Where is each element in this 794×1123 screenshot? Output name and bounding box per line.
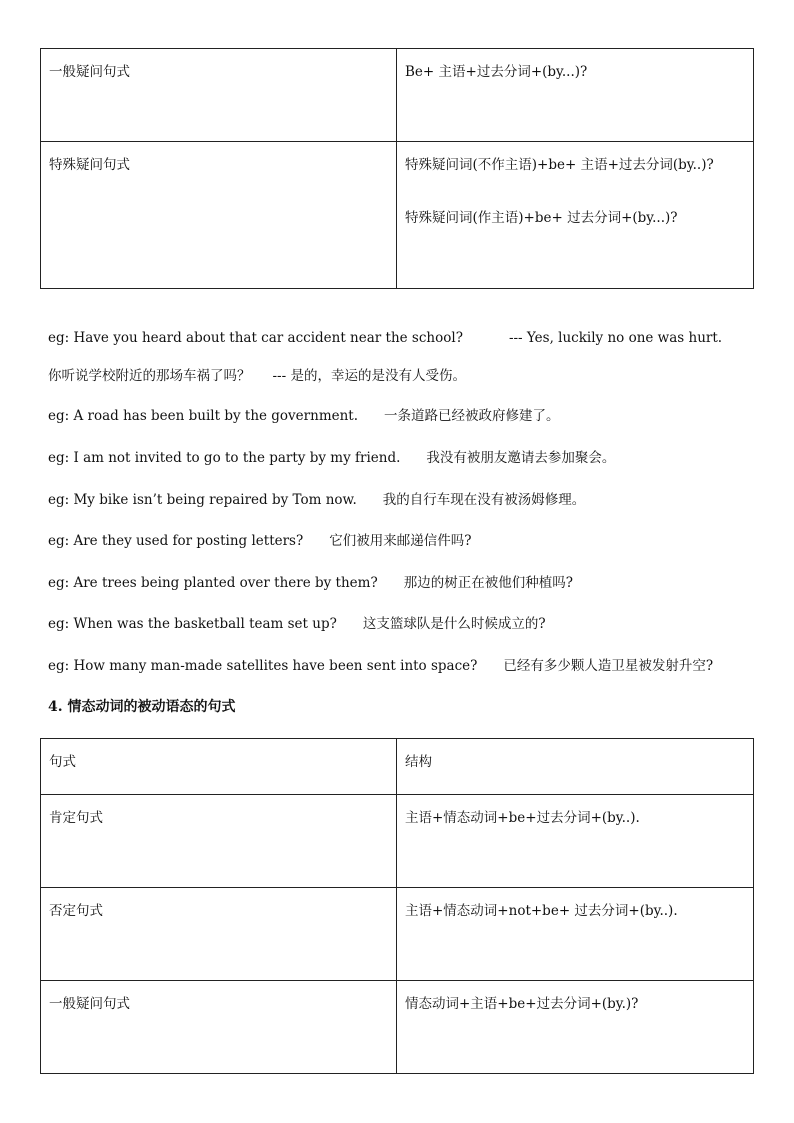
table-row (41, 49, 754, 142)
table-header-cell (41, 739, 397, 795)
example-chinese: 已经有多少颗人造卫星被发射升空? (503, 658, 714, 674)
row-label: 一般疑问句式 (49, 64, 130, 80)
table-header-cell (397, 739, 754, 795)
example-chinese: 你听说学校附近的那场车祸了吗？ (48, 368, 251, 384)
table-cell-structure (397, 142, 754, 289)
example-english: eg: Have you heard about that car accident near the school? (48, 330, 463, 346)
example-line (48, 364, 466, 384)
row-structure: Be+ 主语+过去分词+(by...)? (405, 64, 588, 80)
table-row (41, 142, 754, 289)
example-line (48, 612, 546, 632)
table-row (41, 981, 754, 1074)
table-cell-label (41, 49, 397, 142)
example-chinese: 它们被用来邮递信件吗? (329, 533, 472, 549)
section-heading: 4. 情态动词的被动语态的句式 (48, 699, 236, 715)
example-line (48, 571, 573, 591)
table-cell-structure (397, 795, 754, 888)
example-line (48, 446, 615, 466)
example-chinese: 一条道路已经被政府修建了。 (384, 408, 560, 424)
example-english-response: --- Yes, luckily no one was hurt. (508, 330, 723, 346)
table-cell-label (41, 142, 397, 289)
example-english: eg: Are they used for posting letters? (48, 533, 304, 549)
example-chinese: 我没有被朋友邀请去参加聚会。 (426, 450, 616, 466)
table-header-row (41, 739, 754, 795)
example-english: eg: When was the basketball team set up? (48, 616, 337, 632)
example-english: eg: I am not invited to go to the party by my friend. (48, 450, 401, 466)
row-structure: 特殊疑问词(不作主语)+be+ 主语+过去分词(by..)? (405, 157, 714, 173)
example-line (48, 529, 471, 549)
example-english: eg: A road has been built by the government. (48, 408, 359, 424)
modal-passive-table (40, 738, 754, 1074)
row-structure: 主语+情态动词+not+be+ 过去分词+(by..). (405, 903, 678, 919)
table-cell-structure (397, 49, 754, 142)
column-header-form: 句式 (49, 754, 76, 770)
row-structure: 情态动词+主语+be+过去分词+(by.)? (405, 996, 639, 1012)
table-cell-label (41, 795, 397, 888)
example-chinese: 这支篮球队是什么时候成立的? (362, 616, 546, 632)
column-header-structure: 结构 (405, 754, 432, 770)
example-line (48, 654, 713, 674)
example-chinese-response: --- 是的，幸运的是没有人受伤。 (272, 368, 466, 384)
row-label: 一般疑问句式 (49, 996, 130, 1012)
row-label: 特殊疑问句式 (49, 157, 130, 173)
row-label: 否定句式 (49, 903, 103, 919)
table-row (41, 888, 754, 981)
row-structure: 特殊疑问词(作主语)+be+ 过去分词+(by...)? (405, 210, 678, 226)
example-chinese: 那边的树正在被他们种植吗? (403, 575, 573, 591)
row-structure: 主语+情态动词+be+过去分词+(by..). (405, 810, 640, 826)
table-cell-structure (397, 981, 754, 1074)
row-label: 肯定句式 (49, 810, 103, 826)
table-cell-structure (397, 888, 754, 981)
example-chinese: 我的自行车现在没有被汤姆修理。 (382, 492, 586, 508)
example-english: eg: My bike isn’t being repaired by Tom now. (48, 492, 357, 508)
table-cell-label (41, 981, 397, 1074)
example-english: eg: Are trees being planted over there by them? (48, 575, 378, 591)
example-english: eg: How many man-made satellites have been sent into space? (48, 658, 478, 674)
example-line (48, 330, 722, 346)
table-row (41, 795, 754, 888)
example-line (48, 488, 585, 508)
table-cell-label (41, 888, 397, 981)
example-line (48, 404, 560, 424)
question-forms-table (40, 48, 754, 289)
